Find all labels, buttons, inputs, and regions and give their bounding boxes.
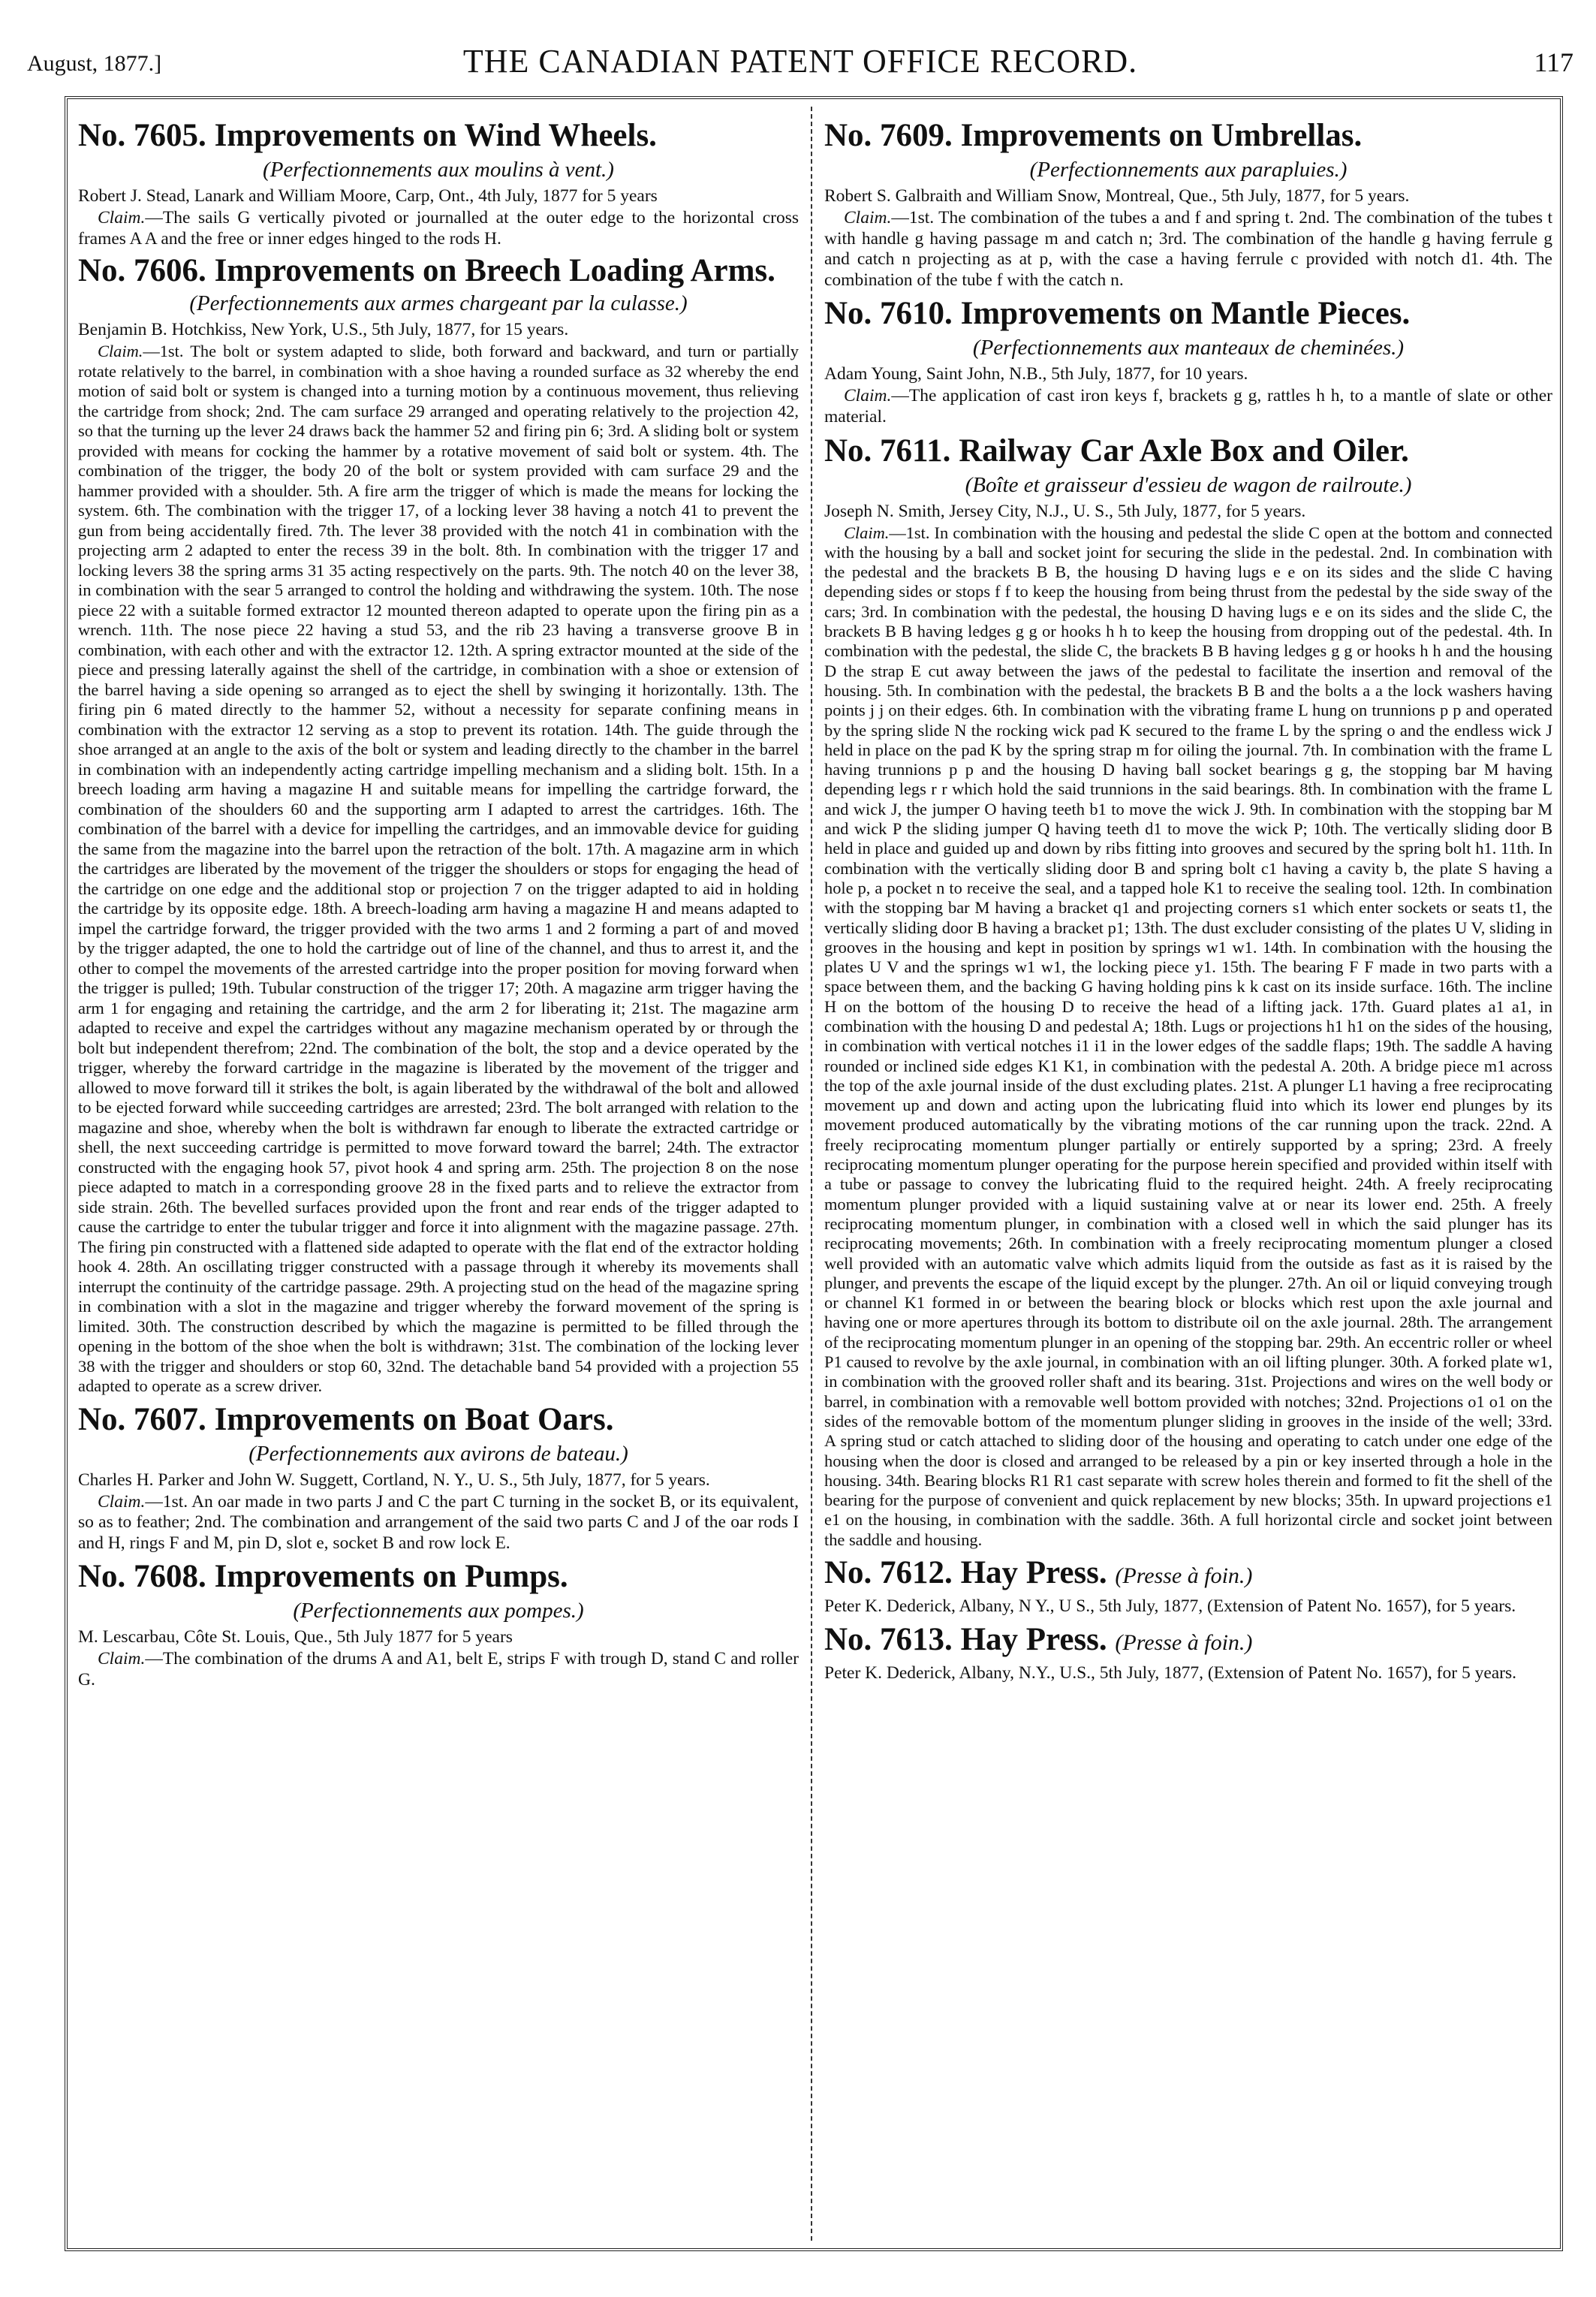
patent-entry (78, 1558, 799, 1690)
patent-number: No. 7606. (78, 253, 206, 289)
patent-title: Improvements on Pumps. (214, 1559, 568, 1595)
entry-heading (824, 433, 1552, 470)
left-column (78, 113, 799, 2241)
patent-entry (824, 1621, 1552, 1684)
claim-label: Claim. (98, 342, 143, 361)
claim-body: —The sails G vertically pivoted or journalled at the outer edge to the horizontal cross frames A A and the free or inner edges hinged to the rods H. (78, 208, 799, 249)
french-title: (Perfectionnements aux moulins à vent.) (263, 158, 614, 182)
claim-label: Claim. (98, 208, 146, 228)
applicant-line: Peter K. Dederick, Albany, N Y., U S., 5th July, 1877, (Extension of Patent No. 1657), for 5 years. (824, 1596, 1516, 1616)
french-title: (Perfectionnements aux parapluies.) (1029, 158, 1348, 182)
french-title: (Perfectionnements aux manteaux de cheminées.) (972, 336, 1405, 360)
applicant-line: Robert S. Galbraith and William Snow, Montreal, Que., 5th July, 1877, for 5 years. (824, 186, 1410, 206)
applicant-line: Robert J. Stead, Lanark and William Moore, Carp, Ont., 4th July, 1877 for 5 years (78, 186, 658, 206)
patent-number: No. 7607. (78, 1401, 206, 1437)
french-title: (Presse à foin.) (1115, 1630, 1253, 1655)
claim-text (824, 208, 1552, 291)
patent-number: No. 7609. (824, 118, 953, 153)
claim-label: Claim. (844, 208, 892, 228)
patent-number: No. 7613. (824, 1622, 953, 1657)
claim-label: Claim. (844, 386, 892, 406)
column-divider (811, 107, 812, 2241)
patent-title: Improvements on Breech Loading Arms. (214, 253, 775, 289)
right-column (824, 113, 1552, 2241)
patent-entry (824, 433, 1552, 1550)
patent-entry (824, 295, 1552, 427)
applicant-line: Joseph N. Smith, Jersey City, N.J., U. S., 5th July, 1877, for 5 years. (824, 501, 1306, 521)
entry-heading (78, 254, 799, 288)
french-title: (Presse à foin.) (1115, 1563, 1253, 1588)
patent-number: No. 7611. (824, 433, 951, 469)
applicant-line: Adam Young, Saint John, N.B., 5th July, 1877, for 10 years. (824, 364, 1248, 384)
patent-number: No. 7608. (78, 1559, 206, 1595)
patent-title: Improvements on Mantle Pieces. (960, 296, 1411, 332)
entry-heading (78, 1401, 799, 1439)
page-header (27, 38, 1573, 90)
patent-entry (824, 117, 1552, 291)
french-title: (Perfectionnements aux pompes.) (293, 1599, 584, 1623)
claim-body: —1st. In combination with the housing and pedestal the slide C open at the bottom and connected with the housing by a ball and socket joint for securing the slide in the pedestal. 2nd. In combination with the pedestal and the brackets B B, the housing D having lugs e e on its sides and the slide C having depending sides or stops f f to keep the housing from being thrust from the pedestal by the side sway of the cars; 3rd. In combination with the pedestal, the housing D having lugs e e on its sides and the slide C, the brackets B B having ledges g g or hooks h h to keep the housing from dropping out of the pedestal. 4th. In combination with the pedestal, the slide C, the brackets B B having ledges g g or hooks h h and the housing D the strap E cut away between the jaws of the pedestal to facilitate the insertion and removal of the housing. 5th. In combination with the pedestal, the brackets B B and the bolts a a the lock washers having points j j on their edges. 6th. In combination with the vibrating frame L hung on trunnions p p and operated by the spring slide N the rocking wick pad K secured to the frame L by the spring o and the endless wick J held in place on the pad K by the spring strap m for oiling the journal. 7th. In combination with the frame L having trunnions p p and the housing D having ball socket bearings g g, the stopping bar M having depending legs r r which hold the said trunnions in the said bearings. 8th. In combination with the frame L and wick J, the jumper O having teeth b1 to move the wick J. 9th. In combination with the stopping bar M and wick P the sliding jumper Q having teeth d1 to move the wick P; 10th. The vertically sliding door B held in place and guided up and down by ribs fitting into grooves and secured by the spring bolt h1. 11th. In combination with the vertically sliding door B and spring bolt c1 having a cavity b, the plate S having a hole p, a pocket n to receive the seal, and a tapped hole K1 to receive the sealing tool. 12th. In combination with the stopping bar M having a bracket q1 and projecting corners s1 which enter sockets or seats t1, the vertically sliding door B having a bracket p1; 13th. The dust excluder consisting of the plates U V, sliding in grooves in the housing and kept in position by springs w1 w1. 14th. In combination with the housing the plates U V and the springs w1 w1, the locking piece y1. 15th. The bearing F F made in two parts with a space between them, and the backing G having holding pins k k cast on its inside surface. 16th. The incline H on the bottom of the housing D to receive the head of a lifting jack. 17th. Guard plates a1 a1, in combination with the housing D and pedestal A; 18th. Lugs or projections h1 h1 on the sides of the housing, in combination with vertical notches i1 i1 in the lower edges of the saddle flaps; 19th. The saddle A having rounded or inclined side edges K1 K1, in combination with the pedestal A. 20th. A bridge piece m1 across the top of the axle journal inside of the dust excluding plates. 21st. A plunger L1 having a free reciprocating movement up and down and acting upon the lubricating fluid into which its lower end plunges by its movement produced automatically by the vibrating motions of the car running upon the track. 22nd. A freely reciprocating momentum plunger partially or entirely supported by a spring; 23rd. A freely reciprocating momentum plunger operating for the purpose herein specified and provided within itself with a tube or passage to convey the lubricating fluid to the required height. 24th. A freely reciprocating momentum plunger provided with a liquid sustaining valve at or near its lower end. 25th. A freely reciprocating momentum plunger, in combination with a closed well in which the said plunger has its reciprocating movements; 26th. In combination with a freely reciprocating momentum plunger a closed well provided with an automatic valve which admits liquid from the outside as fast as it is raised by the plunger, and prevents the escape of the liquid except by the plunger. 27th. An oil or liquid conveying trough or channel K1 formed in or between the bearing block or blocks which rest upon the axle journal and having one or more apertures through its bottom to distribute oil on the axle journal. 28th. The arrangement of the reciprocating momentum plunger in an opening of the stopping bar. 29th. An eccentric roller or wheel P1 caused to revolve by the axle journal, in combination with an oil lifting plunger. 30th. A forked plate w1, in combination with the grooved roller shaft and its bearing. 31st. Projections and wires on the well body or barrel, in combination with a removable well bottom provided with notches; 32nd. Projections o1 o1 on the sides of the removable bottom of the momentum plunger sliding in grooves in the inside of the well; 33rd. A spring stud or catch attached to sliding door of the housing and operating to catch under one edge of the housing when the door is closed and arranged to be released by a pin or key inserted through a hole in the housing. 34th. Bearing blocks R1 R1 cast separate with screw holes therein and formed to fit the shell of the bearing for the purpose of convenient and quick replacement by new blocks; 35th. In upward projections e1 e1 on the housing, in combination with the saddle. 36th. A full horizontal circle and socket joint between the saddle and housing. (824, 523, 1552, 1549)
patent-entry (78, 1401, 799, 1554)
patent-title: Hay Press. (960, 1622, 1107, 1657)
publication-title: THE CANADIAN PATENT OFFICE RECORD. (462, 43, 1138, 80)
claim-body: —The combination of the drums A and A1, belt E, strips F with trough D, stand C and roller G. (78, 1649, 799, 1690)
entry-heading (824, 295, 1552, 333)
french-title: (Perfectionnements aux armes chargeant par la culasse.) (189, 291, 688, 316)
french-title: (Boîte et graisseur d'essieu de wagon de railroute.) (965, 472, 1412, 497)
patent-title: Improvements on Umbrellas. (960, 118, 1363, 153)
patent-title: Improvements on Boat Oars. (214, 1401, 614, 1437)
patent-entry (824, 1554, 1552, 1617)
patent-number: No. 7605. (78, 118, 206, 153)
claim-text (78, 1492, 799, 1554)
entry-heading (78, 1558, 799, 1596)
entry-heading (824, 1621, 1552, 1662)
claim-label: Claim. (98, 1649, 146, 1669)
applicant-line: M. Lescarbau, Côte St. Louis, Que., 5th July 1877 for 5 years (78, 1627, 513, 1647)
claim-body: —1st. The bolt or system adapted to slide, both forward and backward, and turn or partially rotate relatively to the barrel, in combination with a shoe having a rounded surface as 32 whereby the end motion of said bolt or system is changed into a turning motion by a continuous movement, thus relieving the cartridge from shock; 2nd. The cam surface 29 arranged and operating relatively to the projection 42, so that the turning up the lever 24 draws back the hammer 52 and firing pin 6; 3rd. A sliding bolt or system provided with means for cocking the hammer by a rotative movement of said bolt or system. 4th. The combination of the trigger, the body 20 of the bolt or system provided with cam surface 29 and the hammer provided with a shoulder. 5th. A fire arm the trigger of which is made the means for locking the system. 6th. The combination with the trigger 17, of a locking lever 38 having a notch 41 to prevent the gun from being accidentally fired. 7th. The lever 38 provided with the notch 41 in combination with the projecting arm 2 adapted to enter the recess 39 in the bolt. 8th. In combination with the trigger 17 and locking levers 38 the spring arms 31 35 acting respectively on the parts. 9th. The notch 40 on the lever 38, in combination with the sear 5 arranged to control the holding and withdrawing the system. 10th. The nose piece 22 with a suitable formed extractor 12 mounted thereon adapted to operate upon the firing pin as a wrench. 11th. The nose piece 22 having a stud 53, and the rib 23 having a transverse groove B in combination, with each other and with the extractor 12. 12th. A spring extractor mounted at the side of the piece and pressing laterally against the shell of the cartridge, in combination with a shoe or extension of the barrel having a side opening so arranged as to eject the shell by swinging it horizontally. 13th. The firing pin 6 mated directly to the hammer 52, without a necessity for separate confining means in combination with the extractor 12 serving as a stop to prevent its rotation. 14th. The guide through the shoe arranged at an angle to the axis of the bolt or system and leading directly to the chamber in the barrel in combination with an independently acting cartridge impelling mechanism and a sliding bolt. 15th. In a breech loading arm having a magazine H and suitable means for impelling the cartridge forward, the combination of the shoulders 60 and the supporting arm I adapted to arrest the cartridges. 16th. The combination of the barrel with a device for impelling the cartridges, and an immovable device for guiding the same from the magazine into the barrel upon the retraction of the bolt. 17th. A magazine arm in which the cartridges are liberated by the movement of the trigger the shoulders or stops for engaging the head of the cartridge on one edge and the additional stop or projection 7 on the trigger adapted to aid in holding the cartridge by its opposite edge. 18th. A breech-loading arm having a magazine H and means adapted to impel the cartridge forward, the trigger provided with the two arms 1 and 2 forming a part of and moved by the trigger adapted, the one to hold the cartridge out of line of the channel, and thus to arrest it, and the other to compel the movements of the arrested cartridge into the proper position for moving forward when the trigger is pulled; 19th. Tubular construction of the trigger 17; 20th. A magazine arm trigger having the arm 1 for engaging and retaining the cartridge, and the arm 2 for liberating it; 21st. The magazine arm adapted to receive and expel the cartridges without any magazine mechanism operated by or through the bolt but independent therefrom; 22nd. The combination of the bolt, the stop and a device operated by the trigger, whereby the forward cartridge in the magazine is liberated by the movement of the trigger and allowed to move forward till it strikes the bolt, is again liberated by the withdrawal of the bolt and allowed to be ejected forward while succeeding cartridges are arrested; 23rd. The bolt arranged with relation to the magazine and shoe, whereby when the bolt is withdrawn far enough to liberate the extracted cartridge or shell, the next succeeding cartridge is permitted to move forward toward the barrel; 24th. The extractor constructed with the engaging hook 57, pivot hook 4 and spring arm. 25th. The projection 8 on the nose piece adapted to match in a corresponding groove 28 in the fixed parts and to relieve the extractor from side strain. 26th. The bevelled surfaces provided upon the front and rear ends of the trigger adapted to cause the cartridge to enter the tubular trigger and force it into alignment with the magazine passage. 27th. The firing pin constructed with a flattened side adapted to operate with the flat end of the extractor holding hook 4. 28th. An oscillating trigger constructed with a passage through it whereby its movements shall interrupt the continuity of the cartridge passage. 29th. A projecting stud on the head of the magazine spring in combination with a slot in the magazine and trigger whereby the forward movement of the spring is limited. 30th. The construction described by which the magazine is permitted to be filled through the opening in the bottom of the shoe when the bolt is withdrawn; 31st. The combination of the locking lever 38 with the trigger and shoulders or stop 60, 32nd. The detachable band 54 provided with a projection 55 adapted to operate as a screw driver. (78, 342, 799, 1396)
entry-heading (824, 117, 1552, 155)
patent-title: Hay Press. (960, 1555, 1107, 1590)
french-title: (Perfectionnements aux avirons de bateau.) (248, 1441, 628, 1466)
patent-entry (78, 254, 799, 1397)
patent-title: Railway Car Axle Box and Oiler. (959, 433, 1409, 469)
issue-date: August, 1877.] (27, 51, 162, 76)
applicant-line: Peter K. Dederick, Albany, N.Y., U.S., 5th July, 1877, (Extension of Patent No. 1657), for 5 years. (824, 1663, 1517, 1683)
claim-label: Claim. (844, 523, 890, 542)
patent-title: Improvements on Wind Wheels. (214, 118, 657, 153)
applicant-line: Charles H. Parker and John W. Suggett, Cortland, N. Y., U. S., 5th July, 1877, for 5 years. (78, 1470, 710, 1490)
claim-body: —1st. An oar made in two parts J and C the part C turning in the socket B, or its equivalent, so as to feather; 2nd. The combination and arrangement of the said two parts C and J of the oar rods I and H, rings F and M, pin D, slot e, socket B and row lock E. (78, 1491, 799, 1553)
page-frame (65, 96, 1563, 2251)
claim-body: —The application of cast iron keys f, brackets g g, rattles h h, to a mantle of slate or other material. (824, 386, 1552, 427)
claim-text (78, 208, 799, 249)
claim-body: —1st. The combination of the tubes a and f and spring t. 2nd. The combination of the tubes t with handle g having passage m and catch n; 3rd. The combination of the handle g having ferrule g and catch n projecting as at p, with the case a having ferrule c provided with notch d1. 4th. The combination of the tube f with the catch n. (824, 208, 1552, 290)
claim-text (824, 386, 1552, 427)
entry-heading (78, 117, 799, 155)
entry-heading (824, 1554, 1552, 1595)
claim-text (78, 342, 799, 1397)
patent-number: No. 7612. (824, 1555, 953, 1590)
claim-text (824, 523, 1552, 1550)
claim-label: Claim. (98, 1491, 146, 1512)
page-number: 117 (1534, 47, 1573, 77)
patent-number: No. 7610. (824, 296, 953, 332)
applicant-line: Benjamin B. Hotchkiss, New York, U.S., 5th July, 1877, for 15 years. (78, 320, 569, 340)
patent-entry (78, 117, 799, 249)
claim-text (78, 1649, 799, 1690)
